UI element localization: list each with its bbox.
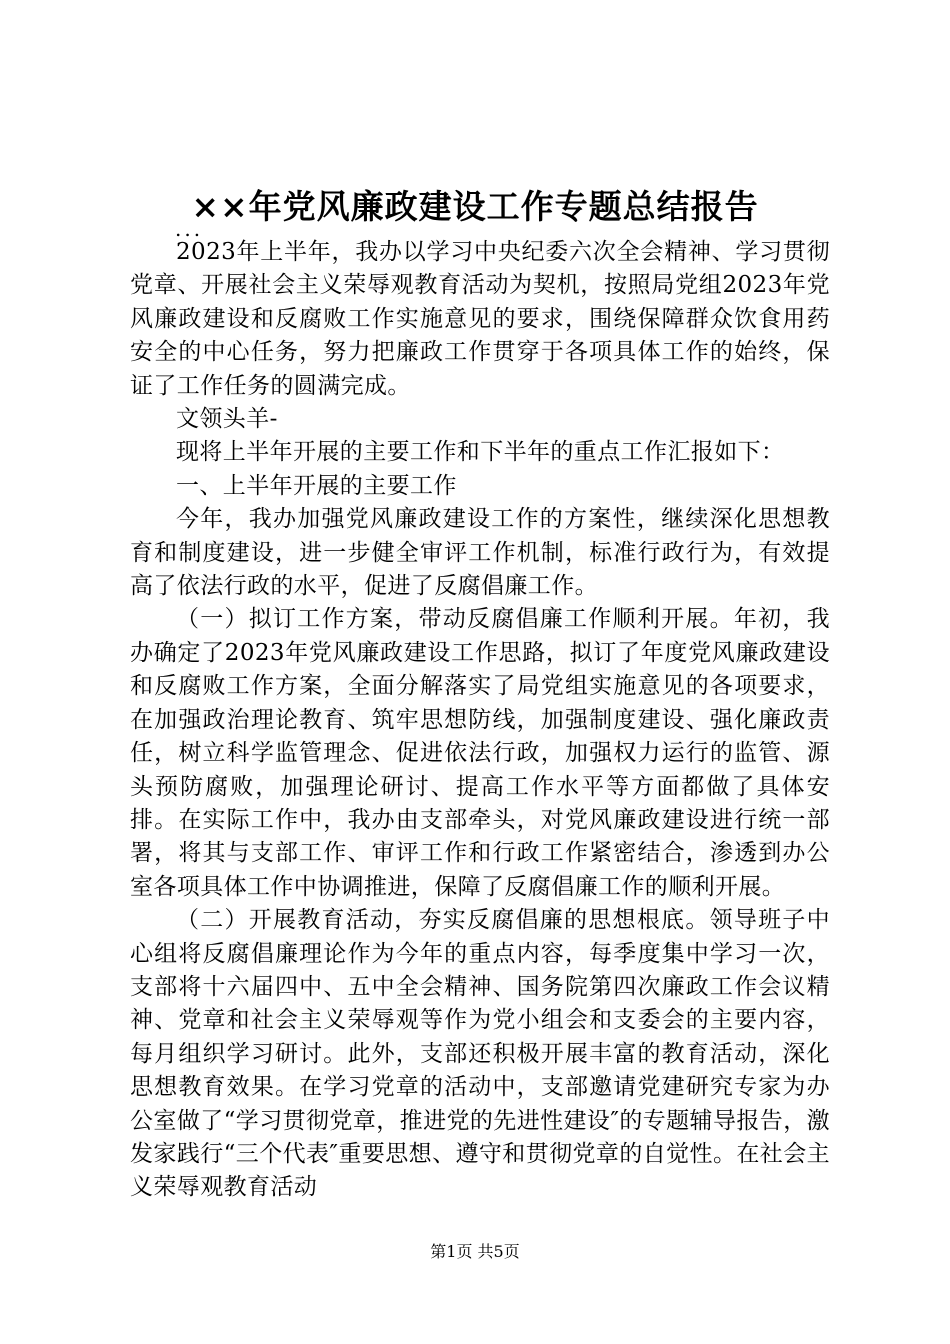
paragraph-overview: 今年，我办加强党风廉政建设工作的方案性，继续深化思想教育和制度建设，进一步健全审评工作机制，标准行政行为，有效提高了依法行政的水平，促进了反腐倡廉工作。 xyxy=(130,506,830,600)
document-title: ××年党风廉政建设工作专题总结报告 xyxy=(191,187,759,226)
page-number-footer: 第1页 共5页 xyxy=(430,1242,520,1261)
document-body xyxy=(130,236,830,1205)
section-heading: 一、上半年开展的主要工作 xyxy=(176,472,457,499)
paragraph-note: 文领头羊- xyxy=(176,406,278,433)
paragraph-item-1: （一）拟订工作方案，带动反腐倡廉工作顺利开展。年初，我办确定了2023年党风廉政建设工作思路，拟订了年度党风廉政建设和反腐败工作方案，全面分解落实了局党组实施意见的各项要求，在加强政治理论教育、筑牢思想防线，加强制度建设、强化廉政责任，树立科学监管理念、促进依法行政，加强权力运行的监管、源头预防腐败，加强理论研讨、提高工作水平等方面都做了具体安排。在实际工作中，我办由支部牵头，对党风廉政建设进行统一部署，将其与支部工作、审评工作和行政工作紧密结合，渗透到办公室各项具体工作中协调推进，保障了反腐倡廉工作的顺利开展。 xyxy=(130,606,830,900)
paragraph-item-2: （二）开展教育活动，夯实反腐倡廉的思想根底。领导班子中心组将反腐倡廉理论作为今年的重点内容，每季度集中学习一次，支部将十六届四中、五中全会精神、国务院第四次廉政工作会议精神、党章和社会主义荣辱观等作为党小组会和支委会的主要内容，每月组织学习研讨。此外，支部还积极开展丰富的教育活动，深化思想教育效果。在学习党章的活动中，支部邀请党建研究专家为办公室做了“学习贯彻党章，推进党的先进性建设″的专题辅导报告，激发家践行“三个代表″重要思想、遵守和贯彻党章的自觉性。在社会主义荣辱观教育活动 xyxy=(130,907,830,1201)
ellipsis-marker: ... xyxy=(175,217,204,241)
paragraph-intro: 2023年上半年，我办以学习中央纪委六次全会精神、学习贯彻党章、开展社会主义荣辱观教育活动为契机，按照局党组2023年党风廉政建设和反腐败工作实施意见的要求，围绕保障群众饮食用药安全的中心任务，努力把廉政工作贯穿于各项具体工作的始终，保证了工作任务的圆满完成。 xyxy=(130,239,830,399)
paragraph-transition: 现将上半年开展的主要工作和下半年的重点工作汇报如下： xyxy=(176,439,785,466)
